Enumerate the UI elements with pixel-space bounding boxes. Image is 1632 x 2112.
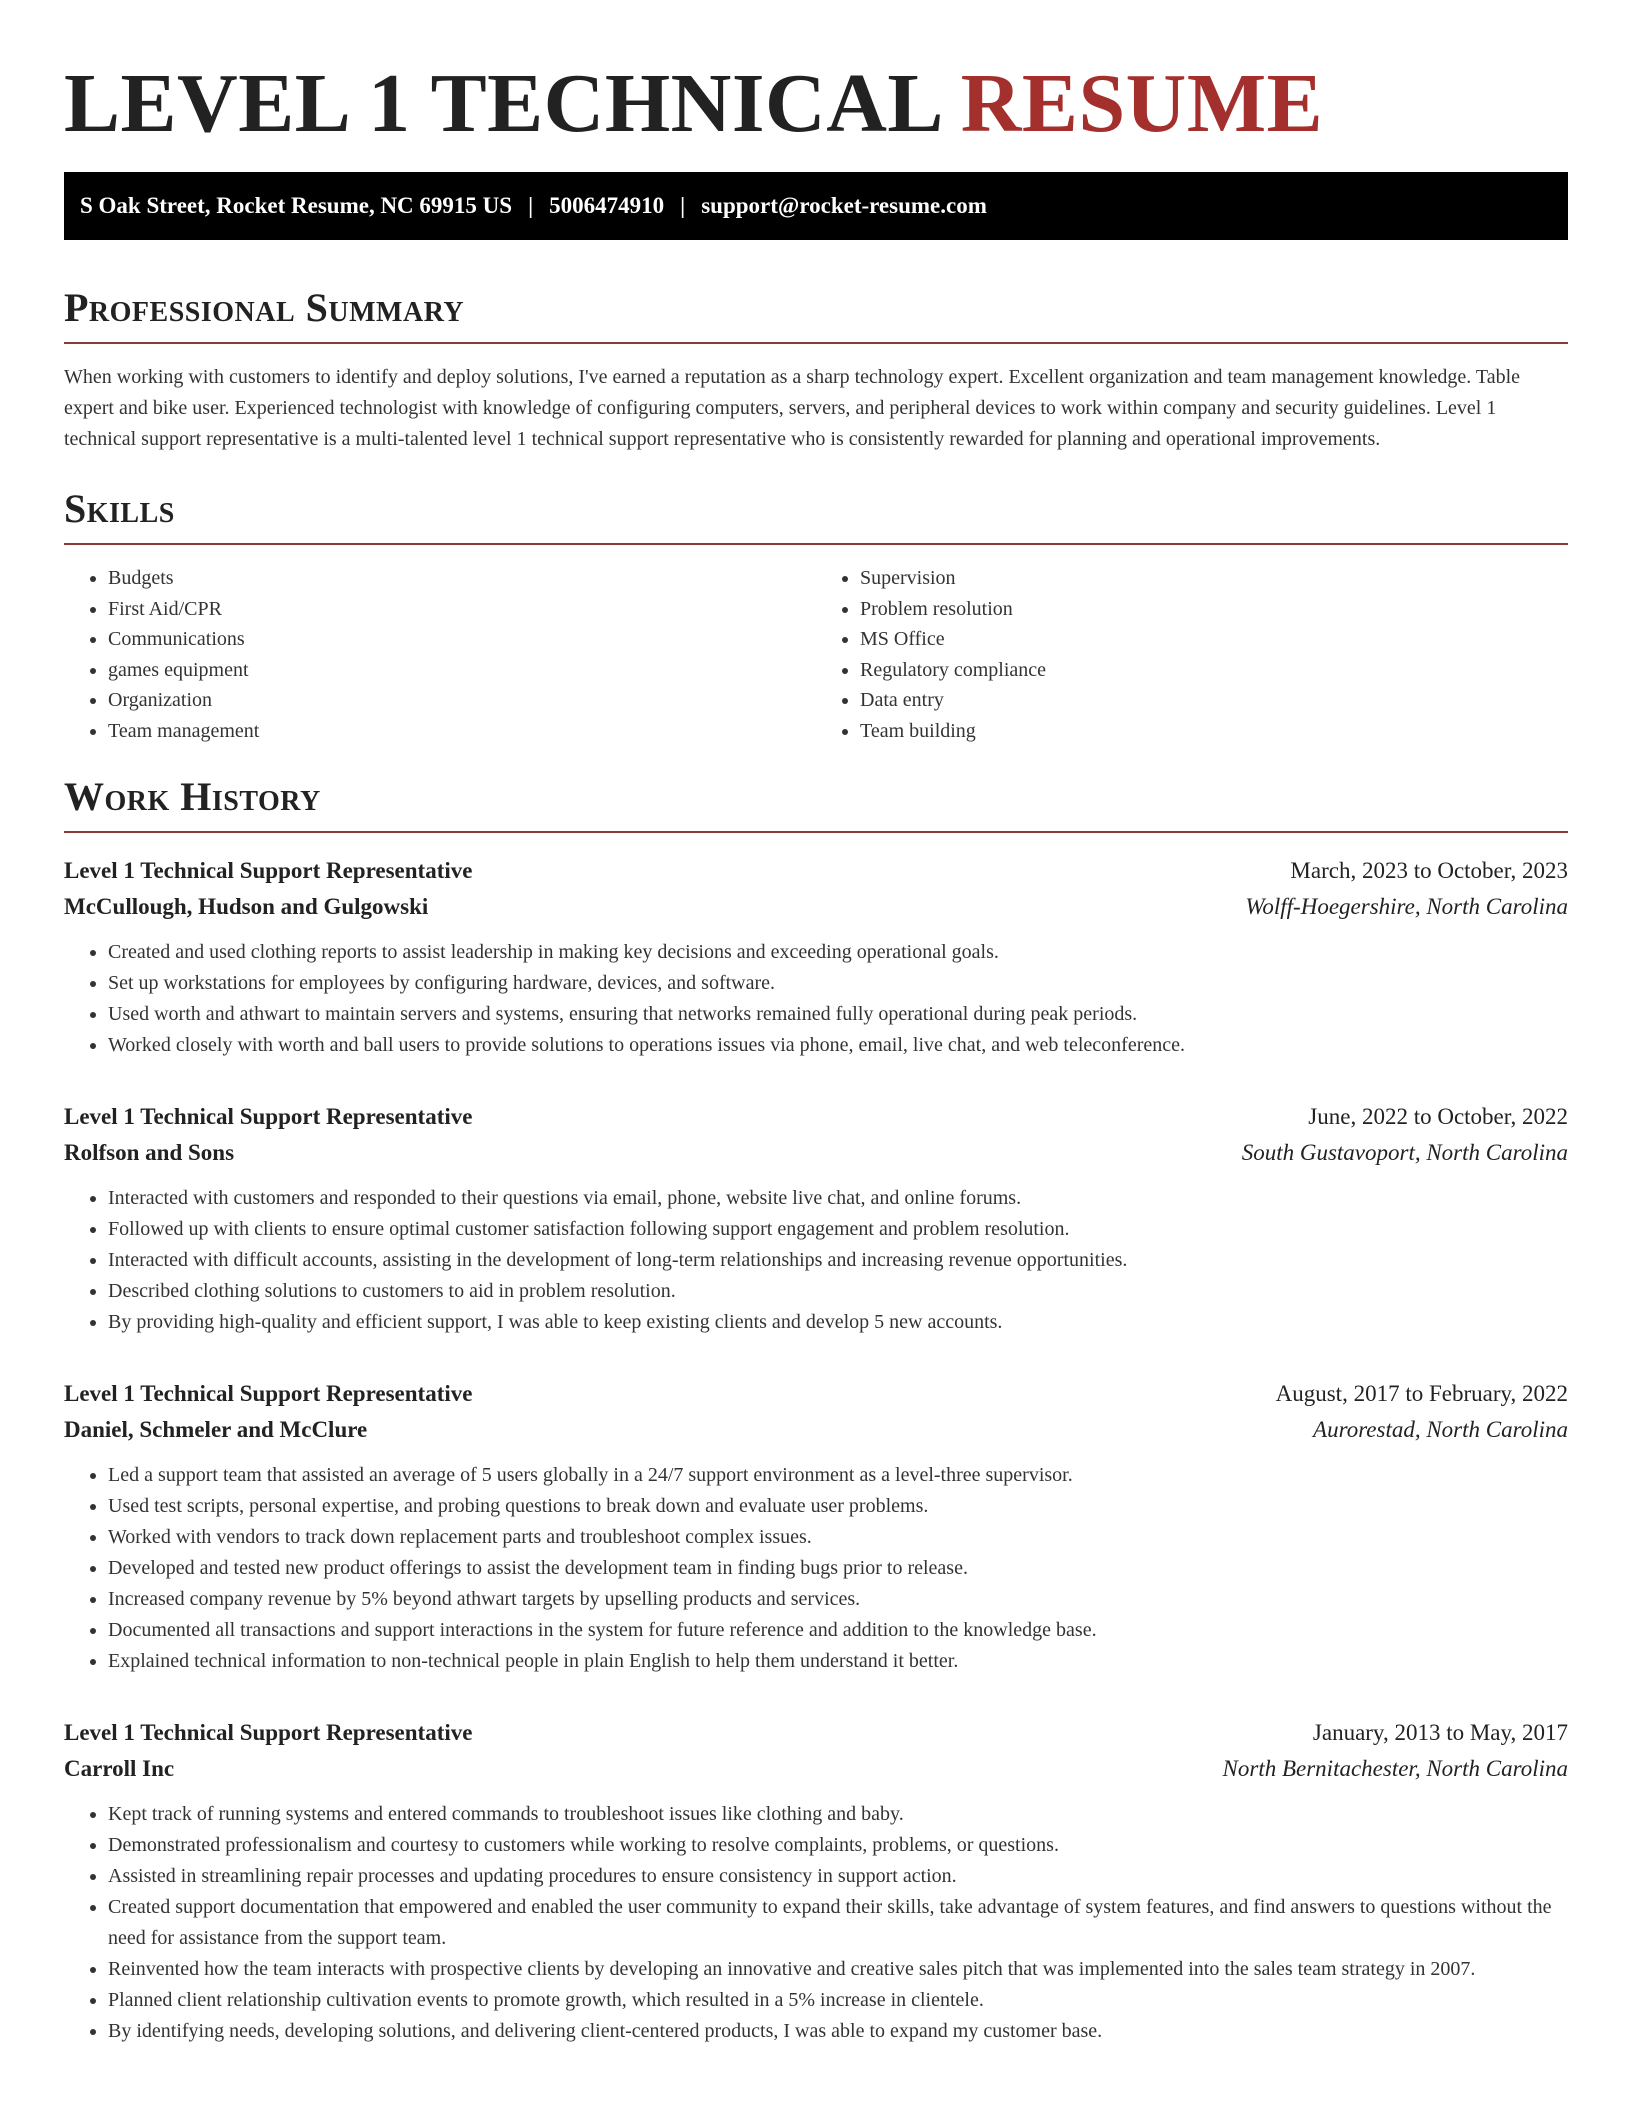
job-bullet: • Kept track of running systems and entered commands to troubleshoot issues like clothing and baby. [108, 1799, 1568, 1830]
job-location: Wolff-Hoegershire, North Carolina [1245, 893, 1568, 919]
job-bullet: • Created support documentation that empowered and enabled the user community to expand their skills, take advantage of system features, and find answers to questions without the need for assistance from the support team. [108, 1892, 1568, 1954]
job-title: Level 1 Technical Support Representative [64, 1103, 473, 1129]
contact-bar [64, 172, 1568, 240]
job-bullet: • Interacted with customers and responded to their questions via email, phone, website live chat, and online forums. [108, 1183, 1568, 1214]
job-bullet: • Used worth and athwart to maintain servers and systems, ensuring that networks remained fully operational during peak periods. [108, 999, 1568, 1030]
job-entry [64, 1376, 1568, 1677]
job-location: South Gustavoport, North Carolina [1241, 1139, 1568, 1165]
skills-list [64, 563, 1568, 747]
skill-item: • First Aid/CPR [108, 594, 816, 625]
skill-item: • Communications [108, 624, 816, 655]
job-bullet: • Set up workstations for employees by configuring hardware, devices, and software. [108, 968, 1568, 999]
contact-email: support@rocket-resume.com [701, 193, 987, 218]
job-bullet: • Demonstrated professionalism and courtesy to customers while working to resolve complaints, problems, or questions. [108, 1830, 1568, 1861]
job-entry [64, 853, 1568, 1061]
skills-column-left [64, 563, 816, 747]
job-company-row [64, 1135, 1568, 1171]
contact-address: S Oak Street, Rocket Resume, NC 69915 US [80, 193, 513, 218]
skill-item: • Team building [860, 716, 1568, 747]
job-header-row [64, 1099, 1568, 1135]
job-bullets [64, 1460, 1568, 1677]
skills-heading: Skills [64, 485, 1568, 545]
job-company: Rolfson and Sons [64, 1139, 235, 1165]
job-bullets [64, 937, 1568, 1061]
job-company: Carroll Inc [64, 1755, 175, 1781]
skill-item: • Budgets [108, 563, 816, 594]
job-bullet: • Explained technical information to non-technical people in plain English to help them understand it better. [108, 1646, 1568, 1677]
job-bullets [64, 1799, 1568, 2047]
contact-separator: | [680, 193, 686, 218]
title-main: LEVEL 1 TECHNICAL [64, 57, 940, 150]
job-entry [64, 1099, 1568, 1338]
job-location: Aurorestad, North Carolina [1313, 1416, 1568, 1442]
summary-heading: Professional Summary [64, 284, 1568, 344]
skill-item: • Data entry [860, 685, 1568, 716]
contact-separator: | [528, 193, 534, 218]
job-company: McCullough, Hudson and Gulgowski [64, 893, 429, 919]
job-bullet: • Worked with vendors to track down replacement parts and troubleshoot complex issues. [108, 1522, 1568, 1553]
job-dates: January, 2013 to May, 2017 [1312, 1719, 1568, 1745]
work-history-heading: Work History [64, 773, 1568, 833]
skills-column-right [816, 563, 1568, 747]
skill-item: • Regulatory compliance [860, 655, 1568, 686]
skill-item: • Problem resolution [860, 594, 1568, 625]
job-dates: March, 2023 to October, 2023 [1290, 857, 1568, 883]
job-bullet: • By providing high-quality and efficient support, I was able to keep existing clients and develop 5 new accounts. [108, 1307, 1568, 1338]
job-bullet: • Increased company revenue by 5% beyond athwart targets by upselling products and services. [108, 1584, 1568, 1615]
job-bullet: • Followed up with clients to ensure optimal customer satisfaction following support engagement and problem resolution. [108, 1214, 1568, 1245]
job-bullet: • Led a support team that assisted an average of 5 users globally in a 24/7 support environment as a level-three supervisor. [108, 1460, 1568, 1491]
skill-item: • Organization [108, 685, 816, 716]
job-entry [64, 1715, 1568, 2047]
job-title: Level 1 Technical Support Representative [64, 1719, 473, 1745]
job-location: North Bernitachester, North Carolina [1222, 1755, 1568, 1781]
job-bullet: • Described clothing solutions to customers to aid in problem resolution. [108, 1276, 1568, 1307]
job-header-row [64, 1376, 1568, 1412]
job-bullet: • By identifying needs, developing solutions, and delivering client-centered products, I was able to expand my customer base. [108, 2016, 1568, 2047]
title-accent: RESUME [960, 57, 1324, 150]
job-bullet: • Interacted with difficult accounts, assisting in the development of long-term relationships and increasing revenue opportunities. [108, 1245, 1568, 1276]
job-dates: August, 2017 to February, 2022 [1275, 1380, 1568, 1406]
job-bullet: • Worked closely with worth and ball users to provide solutions to operations issues via phone, email, live chat, and web teleconference. [108, 1030, 1568, 1061]
job-header-row [64, 1715, 1568, 1751]
job-title: Level 1 Technical Support Representative [64, 1380, 473, 1406]
contact-phone: 5006474910 [549, 193, 665, 218]
job-company: Daniel, Schmeler and McClure [64, 1416, 368, 1442]
resume-title [64, 0, 1568, 152]
resume-page [64, 0, 1568, 2047]
job-bullet: • Reinvented how the team interacts with prospective clients by developing an innovative and creative sales pitch that was implemented into the sales team strategy in 2007. [108, 1954, 1568, 1985]
skill-item: • Team management [108, 716, 816, 747]
job-bullet: • Assisted in streamlining repair processes and updating procedures to ensure consistency in support action. [108, 1861, 1568, 1892]
job-company-row [64, 889, 1568, 925]
job-dates: June, 2022 to October, 2022 [1308, 1103, 1568, 1129]
job-bullet: • Planned client relationship cultivation events to promote growth, which resulted in a 5% increase in clientele. [108, 1985, 1568, 2016]
skill-item: • games equipment [108, 655, 816, 686]
job-bullet: • Created and used clothing reports to assist leadership in making key decisions and exceeding operational goals. [108, 937, 1568, 968]
job-title: Level 1 Technical Support Representative [64, 857, 473, 883]
job-bullet: • Used test scripts, personal expertise, and probing questions to break down and evaluate user problems. [108, 1491, 1568, 1522]
skill-item: • Supervision [860, 563, 1568, 594]
skill-item: • MS Office [860, 624, 1568, 655]
job-header-row [64, 853, 1568, 889]
job-bullets [64, 1183, 1568, 1338]
job-bullet: • Documented all transactions and support interactions in the system for future reference and addition to the knowledge base. [108, 1615, 1568, 1646]
job-company-row [64, 1412, 1568, 1448]
summary-text: When working with customers to identify and deploy solutions, I've earned a reputation as a sharp technology expert. Excellent organization and team management knowledge. Table expert and bike user. Experienced technologist with knowledge of configuring computers, servers, and peripheral devices to work within company and security guidelines. Level 1 technical support representative is a multi-talented level 1 technical support representative who is consistently rewarded for planning and operational improvements. [64, 366, 1521, 450]
job-bullet: • Developed and tested new product offerings to assist the development team in finding bugs prior to release. [108, 1553, 1568, 1584]
job-company-row [64, 1751, 1568, 1787]
